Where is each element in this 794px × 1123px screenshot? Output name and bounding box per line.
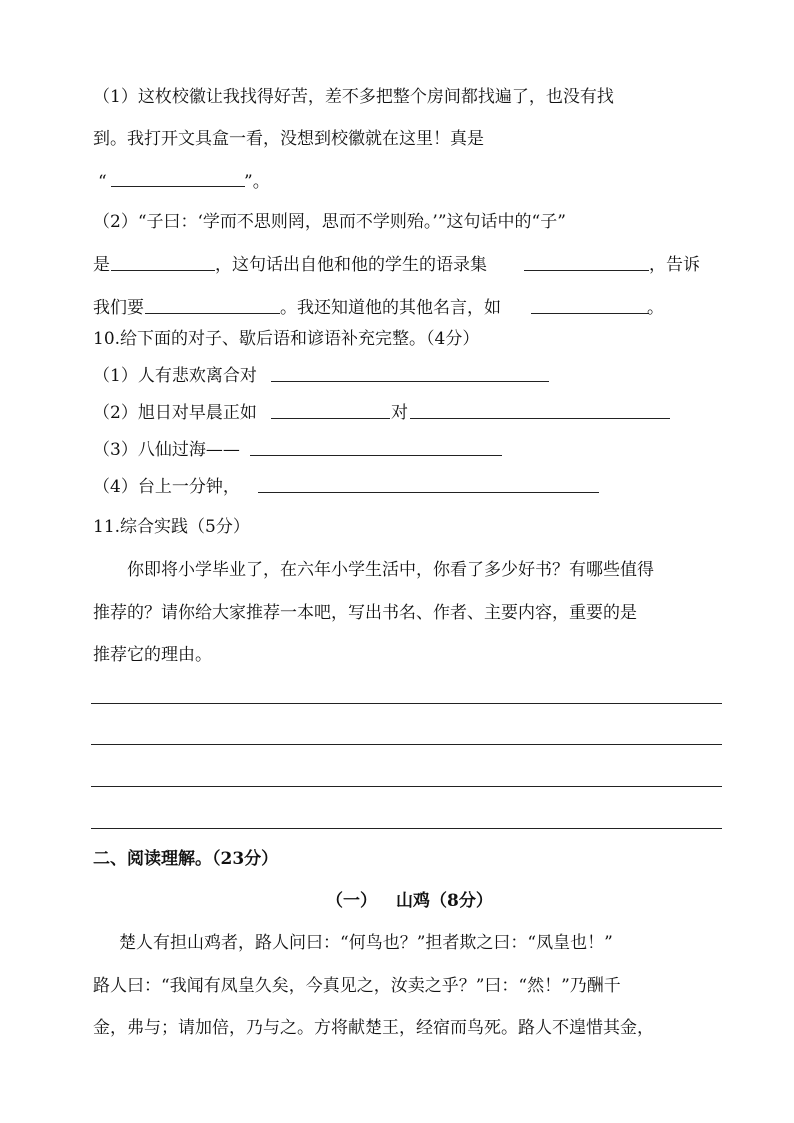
q10-item2-connector: 对 [391, 403, 408, 423]
passage1-number: （一） [326, 891, 377, 911]
q11-writing-line-3[interactable] [91, 786, 722, 787]
section2-title: 二、阅读理解。（23分） [93, 849, 279, 869]
q11-writing-line-4[interactable] [91, 828, 722, 829]
q10-item4-label: （4）台上一分钟， [93, 477, 240, 497]
q9-item2-line3-end: 。 [647, 298, 664, 318]
q9-item1-line2: 到。我打开文具盒一看，没想到校徽就在这里！真是 [93, 129, 484, 149]
q10-item1-label: （1）人有悲欢离合对 [93, 366, 257, 386]
passage1-line1: 楚人有担山鸡者，路人问曰：“何鸟也？”担者欺之曰：“凤皇也！” [119, 933, 613, 953]
q10-item2-blank-a[interactable] [271, 418, 390, 419]
q10-item3-blank[interactable] [250, 455, 502, 456]
q9-item1-close-quote: ”。 [244, 172, 270, 192]
q9-item2-line2-end: ，告诉 [649, 255, 700, 275]
passage1-line3: 金，弗与；请加倍，乃与之。方将献楚王，经宿而鸟死。路人不遑惜其金， [93, 1018, 654, 1038]
q11-prompt-line1: 你即将小学毕业了，在六年小学生活中，你看了多少好书？有哪些值得 [127, 560, 654, 580]
q9-item2-blank-quote[interactable] [531, 313, 649, 314]
q9-item2-blank-book[interactable] [524, 270, 649, 271]
q10-item3-label: （3）八仙过海—— [93, 440, 240, 460]
q9-item2-line2-middle: ，这句话出自他和他的学生的语录集 [215, 255, 487, 275]
q9-item1-open-quote: “ [98, 172, 107, 192]
q9-item1-answer-blank[interactable] [111, 186, 245, 187]
q11-prompt-line2: 推荐的？请你给大家推荐一本吧，写出书名、作者、主要内容，重要的是 [93, 603, 637, 623]
q11-writing-line-2[interactable] [91, 744, 722, 745]
q10-item2-label: （2）旭日对早晨正如 [93, 403, 257, 423]
q10-item1-blank[interactable] [271, 381, 549, 382]
q11-title: 11.综合实践（5分） [93, 517, 250, 537]
q10-item4-blank[interactable] [258, 492, 599, 493]
q11-writing-line-1[interactable] [91, 703, 722, 704]
q9-item1-line1: （1）这枚校徽让我找得好苦，差不多把整个房间都找遍了，也没有找 [93, 87, 614, 107]
q9-item2-line1: （2）“子曰：‘学而不思则罔，思而不学则殆。’”这句话中的“子” [93, 212, 566, 232]
q10-title: 10.给下面的对子、歇后语和谚语补充完整。（4分） [93, 329, 480, 349]
q10-item2-blank-b[interactable] [410, 418, 670, 419]
passage1-line2: 路人曰：“我闻有凤皇久矣，今真见之，汝卖之乎？”曰：“然！”乃酬千 [93, 976, 621, 996]
q9-item2-line3-start: 我们要 [93, 298, 144, 318]
passage1-title: 山鸡（8分） [396, 891, 493, 911]
q9-item2-blank-who[interactable] [111, 270, 215, 271]
q11-prompt-line3: 推荐它的理由。 [93, 645, 212, 665]
q9-item2-line3-middle: 。我还知道他的其他名言，如 [280, 298, 501, 318]
q9-item2-blank-teaching[interactable] [145, 313, 280, 314]
q9-item2-line2-start: 是 [93, 255, 110, 275]
